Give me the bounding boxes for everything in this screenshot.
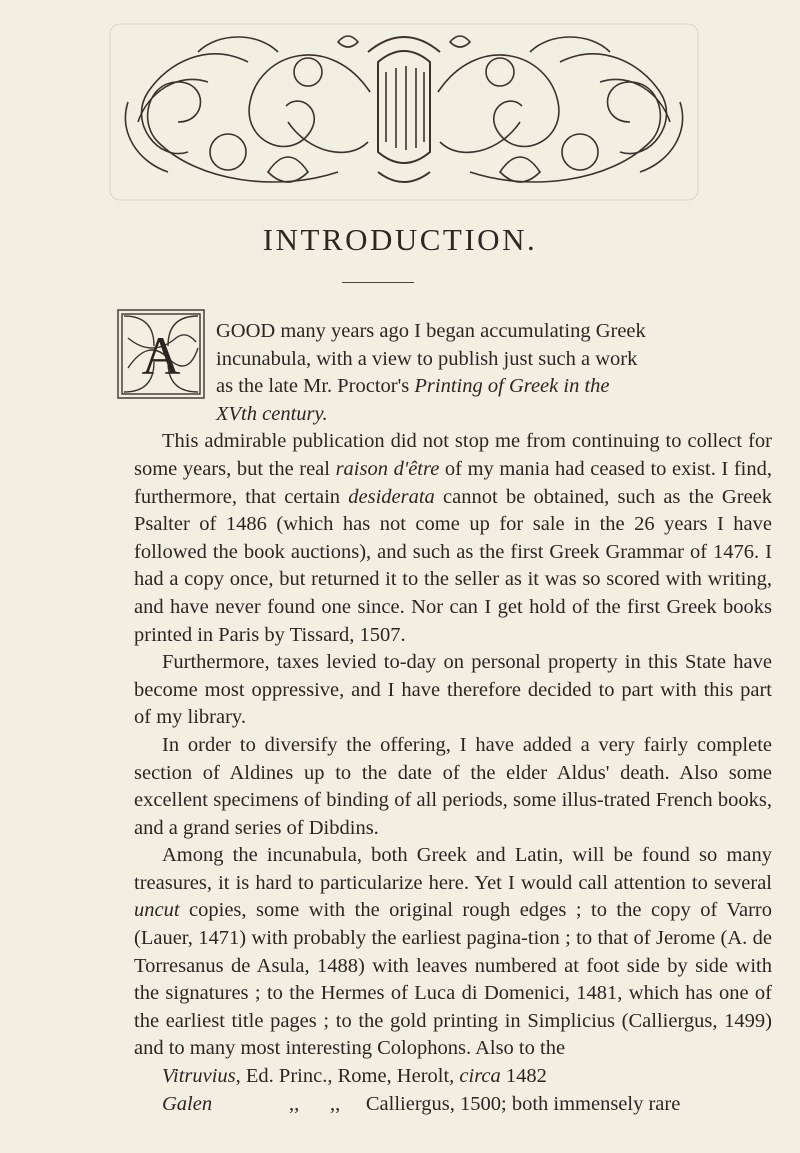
paragraph-1: This admirable publication did not stop me from continuing to collect for some years, but the real raison d'être of my mania had ceased to exist. I find, furthermore, that certain desiderata cannot be obtained, such as the Greek Psalter of 1486 (which has not come up for sale in the 26 years I have followed the book auctions), and such as the first Greek Grammar of 1476. I had a copy once, but returned it to the seller as it was so scored with writing, and have never found one since. Nor can I get hold of the first Greek books printed in Paris by Tissard, 1507. xyxy=(134,430,773,646)
intro-line-2: incunabula, with a view to publish just such a work xyxy=(216,347,638,370)
vitruvius-line: Vitruvius, Ed. Princ., Rome, Herolt, circa 1482 xyxy=(162,1065,547,1088)
galen-line: Galen ,, ,, Calliergus, 1500; both immensely rare xyxy=(162,1092,681,1115)
intro-line-3: as the late Mr. Proctor's Printing of Greek in the xyxy=(216,375,610,398)
page-title: INTRODUCTION. xyxy=(262,222,538,257)
paragraph-2: Furthermore, taxes levied to-day on personal property in this State have become most oppressive, and I have therefore decided to part with this part of my library. xyxy=(134,651,772,729)
paragraph-3: In order to diversify the offering, I have added a very fairly complete section of Aldines up to the date of the elder Aldus' death. Also some excellent specimens of binding of all periods, some illus-trated French books, and a grand series of Dibdins. xyxy=(134,733,772,839)
title-rule xyxy=(342,282,414,283)
intro-line-1: GOOD many years ago I began accumulating Greek xyxy=(216,320,646,342)
ornamental-headpiece xyxy=(108,22,700,202)
body-text xyxy=(134,318,772,1118)
intro-line-4: XVth century. xyxy=(216,402,328,425)
initial-letter: A xyxy=(141,326,181,386)
paragraph-4: Among the incunabula, both Greek and Latin, will be found so many treasures, it is hard to particularize here. Yet I would call attention to several uncut copies, some with the original rough edges ; to the copy of Varro (Lauer, 1471) with probably the earliest pagina-tion ; to that of Jerome (A. de Torresanus de Asula, 1488) with leaves numbered at foot side by side with the signatures ; to the Hermes of Luca di Domenici, 1481, which has one of the earliest title pages ; to the gold printing in Simplicius (Calliergus, 1499) and to many most interesting Colophons. Also to the xyxy=(134,844,772,1060)
